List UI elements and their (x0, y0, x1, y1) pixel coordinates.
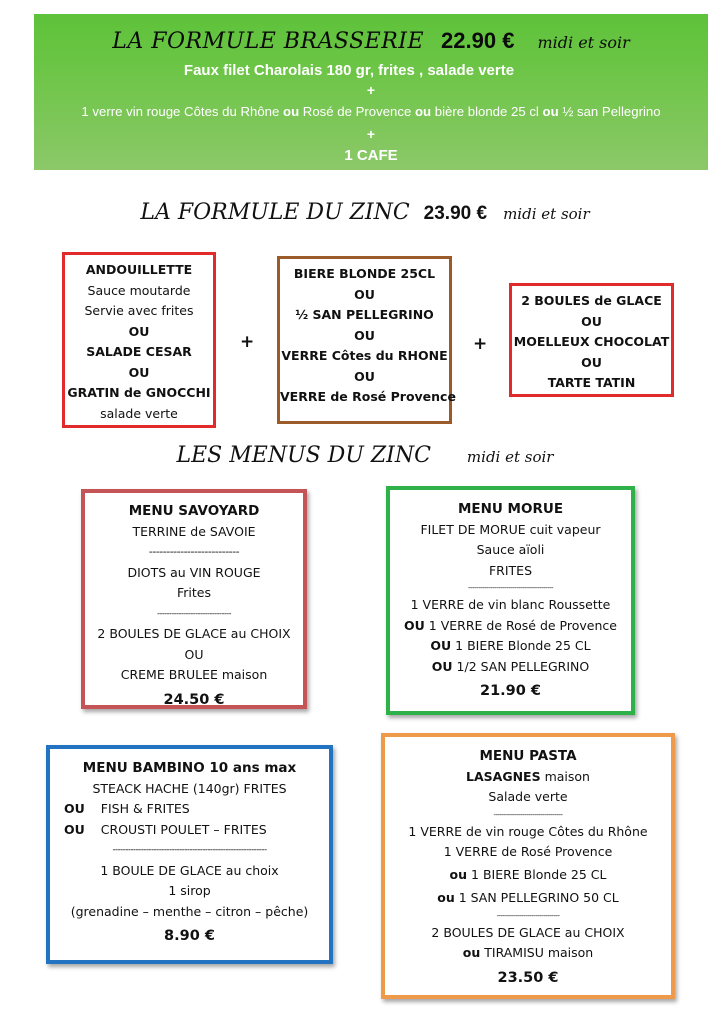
savoyard-creme: CREME BRULEE maison (120, 667, 268, 682)
brasserie-dish: Faux filet Charolais 180 gr, frites , salade verte (183, 62, 515, 79)
pasta-lasagnes (385, 767, 671, 788)
drink-or-1: ou (283, 104, 300, 119)
savoyard-separator-2: ------------------------------- (157, 608, 231, 618)
drink-or-3: ou (542, 104, 559, 119)
morue-price: 21.90 € (479, 683, 541, 699)
savoyard-terrine: TERRINE de SAVOIE (132, 523, 256, 539)
drink-option-red: 1 verre vin rouge Côtes du Rhône (81, 104, 284, 119)
bambino-poulet: CROUSTI POULET – FRITES (100, 821, 267, 837)
morue-rose: 1 VERRE de Rosé de Provence (428, 617, 617, 633)
savoyard-frites: Frites (177, 585, 211, 600)
pasta-separator-2: ------------------------------- (496, 911, 560, 920)
zinc-main-andouillette: ANDOUILLETTE (85, 262, 193, 277)
pasta-title: MENU PASTA (479, 748, 577, 764)
bambino-separator: ------------------------------------------------------------ (112, 845, 267, 855)
zinc-title: LA FORMULE DU ZINC (140, 200, 410, 225)
bambino-sirop-flavours: (grenadine – menthe – citron – pêche) (70, 903, 309, 919)
brasserie-plus-2: + (366, 126, 376, 142)
pasta-price: 23.50 € (497, 969, 559, 986)
zinc-heading (3, 200, 724, 225)
savoyard-diots: DIOTS au VIN ROUGE (127, 564, 261, 580)
pasta-or-1: ou (449, 866, 468, 882)
zinc-drink-or-1: OU (354, 286, 375, 302)
drink-option-water: ½ san Pellegrino (558, 104, 661, 119)
morue-frites: FRITES (488, 562, 533, 578)
drink-or-2: ou (414, 104, 432, 119)
bambino-option-fish (50, 799, 329, 820)
zinc-plus-1: + (240, 332, 255, 352)
brasserie-drinks (34, 104, 708, 119)
pasta-glace: 2 BOULES DE GLACE au CHOIX (431, 924, 625, 940)
zinc-main-or-1: OU (128, 323, 150, 339)
pasta-pellegrino: 1 SAN PELLEGRINO 50 CL (458, 889, 619, 905)
zinc-box-main (62, 252, 216, 428)
zinc-main-gratin: GRATIN de GNOCCHI (67, 385, 211, 400)
pasta-rose: 1 VERRE de Rosé Provence (443, 844, 613, 859)
zinc-main-salade: SALADE CESAR (86, 344, 192, 359)
zinc-drink-pellegrino: ½ SAN PELLEGRINO (295, 307, 434, 322)
zinc-when: midi et soir (503, 205, 590, 223)
brasserie-price: 22.90 € (441, 28, 515, 53)
pasta-or-2: ou (437, 889, 455, 905)
zinc-main-or-2: OU (128, 364, 150, 380)
morue-separator: ------------------------------------------ (467, 584, 554, 592)
drink-option-beer: bière blonde 25 cl (431, 104, 543, 119)
bambino-title: MENU BAMBINO 10 ans max (82, 760, 297, 776)
zinc-main-frites: Servie avec frites (84, 303, 194, 318)
zinc-drink-beer: BIERE BLONDE 25CL (293, 266, 436, 281)
zinc-dessert-or-2: OU (581, 354, 602, 370)
zinc-main-salade-verte: salade verte (100, 405, 178, 421)
bambino-option-poulet (50, 820, 329, 841)
zinc-drink-rhone: VERRE Côtes du RHONE (281, 348, 448, 363)
morue-sauce: Sauce aïoli (476, 542, 545, 557)
zinc-price: 23.90 € (423, 203, 488, 224)
bambino-fish: FISH & FRITES (100, 801, 190, 816)
pasta-option-pellegrino (385, 886, 671, 909)
morue-pellegrino: 1/2 SAN PELLEGRINO (456, 658, 590, 674)
zinc-drink-rose: VERRE de Rosé Provence (280, 389, 456, 404)
morue-option-rose (390, 616, 631, 637)
morue-roussette: 1 VERRE de vin blanc Roussette (410, 597, 611, 612)
pasta-option-tiramisu (385, 943, 671, 964)
bambino-steack: STEACK HACHE (140gr) FRITES (92, 780, 287, 796)
bambino-or-1: OU (64, 801, 85, 816)
brasserie-title: LA FORMULE BRASSERIE (112, 29, 425, 54)
pasta-separator-1: ---------------------------------- (493, 810, 563, 819)
zinc-box-dessert (509, 283, 674, 397)
zinc-plus-2: + (473, 334, 488, 354)
zinc-dessert-or-1: OU (581, 313, 602, 329)
pasta-lasagnes-maison: maison (540, 768, 590, 784)
zinc-drink-or-3: OU (354, 368, 375, 384)
menu-savoyard (81, 489, 307, 709)
savoyard-glace: 2 BOULES DE GLACE au CHOIX (97, 626, 291, 641)
bambino-glace: 1 BOULE DE GLACE au choix (100, 862, 279, 878)
morue-or-2: OU (430, 638, 452, 653)
pasta-option-biere (385, 863, 671, 886)
menus-title: LES MENUS DU ZINC (176, 443, 431, 468)
brasserie-plus-1: + (366, 82, 376, 98)
savoyard-title: MENU SAVOYARD (128, 503, 260, 519)
menus-heading (3, 443, 724, 468)
pasta-lasagnes-name: LASAGNES (466, 768, 541, 784)
zinc-dessert-glace: 2 BOULES de GLACE (521, 293, 662, 308)
pasta-rhone: 1 VERRE de vin rouge Côtes du Rhône (408, 823, 648, 839)
zinc-drink-or-2: OU (354, 327, 375, 343)
zinc-dessert-tatin: TARTE TATIN (547, 375, 636, 390)
pasta-tiramisu: TIRAMISU maison (484, 945, 594, 960)
brasserie-banner (34, 14, 708, 170)
menu-bambino (46, 745, 333, 964)
morue-option-biere (390, 636, 631, 657)
brasserie-coffee: 1 CAFE (344, 147, 398, 164)
bambino-sirop: 1 sirop (168, 883, 211, 898)
menu-pasta (381, 733, 675, 999)
morue-or-3: OU (431, 658, 453, 674)
savoyard-price: 24.50 € (163, 691, 225, 708)
zinc-dessert-moelleux: MOELLEUX CHOCOLAT (513, 334, 670, 349)
zinc-main-sauce: Sauce moutarde (87, 282, 191, 298)
menu-morue (386, 486, 635, 715)
brasserie-title-row (34, 28, 708, 54)
menus-when: midi et soir (466, 448, 554, 466)
pasta-or-3: ou (462, 945, 481, 960)
savoyard-or: OU (184, 646, 204, 662)
zinc-box-drinks (277, 256, 456, 424)
morue-option-pellegrino (390, 657, 631, 678)
brasserie-when: midi et soir (537, 33, 630, 52)
morue-title: MENU MORUE (457, 501, 564, 517)
bambino-price: 8.90 € (164, 928, 215, 944)
savoyard-separator-1: -------------------------- (148, 545, 240, 558)
drink-option-rose: Rosé de Provence (299, 104, 415, 119)
pasta-salade: Salade verte (488, 789, 568, 804)
morue-filet: FILET DE MORUE cuit vapeur (420, 521, 601, 537)
pasta-biere: 1 BIERE Blonde 25 CL (471, 866, 607, 882)
bambino-or-2: OU (64, 821, 85, 837)
morue-biere: 1 BIERE Blonde 25 CL (455, 638, 591, 653)
morue-or-1: OU (404, 617, 425, 633)
